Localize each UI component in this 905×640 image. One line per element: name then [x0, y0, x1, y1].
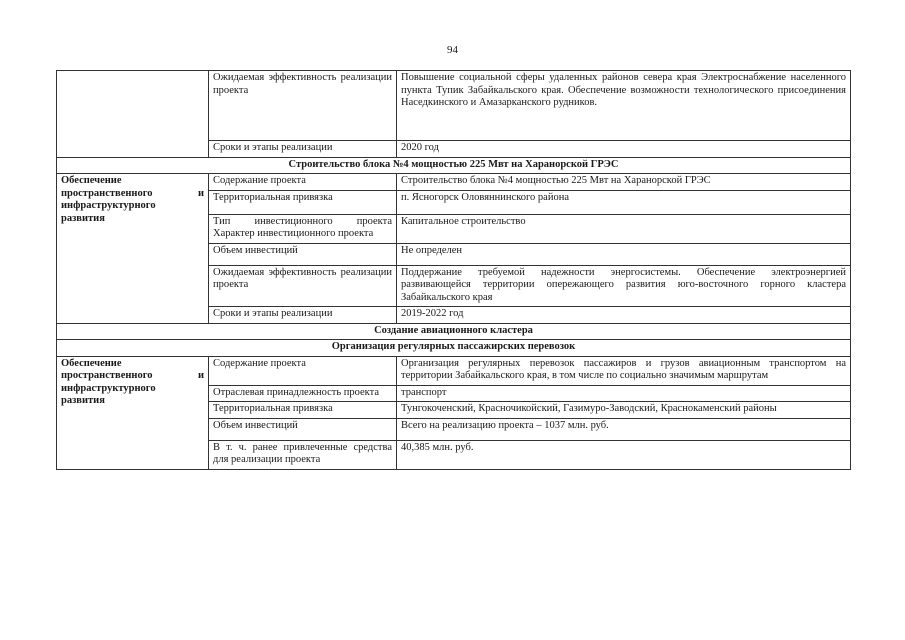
- table-row: [57, 71, 851, 141]
- section-name-line: и: [197, 370, 204, 381]
- section-name-line: развития: [61, 395, 105, 406]
- section-name: [57, 356, 209, 469]
- row-value: Организация регулярных перевозок пассажиров и грузов авиационным транспортом на территории Забайкальского края, в том числе по социально значимым маршрутам: [397, 356, 851, 385]
- row-value: Не определен: [397, 243, 851, 265]
- section-name-line: Обеспечение: [61, 357, 122, 369]
- table-row: [57, 340, 851, 357]
- row-value: транспорт: [397, 385, 851, 402]
- row-label: Содержание проекта: [209, 356, 397, 385]
- section-name-line: инфраструктурного: [61, 200, 156, 211]
- row-label: Ожидаемая эффективность реализации проекта: [209, 265, 397, 307]
- table-row: [57, 157, 851, 174]
- row-value: Строительство блока №4 мощностью 225 Мвт на Харанорской ГРЭС: [397, 174, 851, 191]
- table-row: [57, 174, 851, 191]
- table-row: [57, 323, 851, 340]
- row-label: Объем инвестиций: [209, 418, 397, 440]
- row-value: Повышение социальной сферы удаленных районов севера края Электроснабжение населенного пункта Тупик Забайкальского края. Обеспечение возможности технологического присоединения Наседкинского и Амазарканского рудников.: [397, 71, 851, 141]
- section-cell-empty: [57, 71, 209, 158]
- section-name-line: инфраструктурного: [61, 382, 156, 394]
- section-subheading: Организация регулярных пассажирских перевозок: [57, 340, 851, 357]
- section-name-line: и: [197, 187, 204, 199]
- row-label: В т. ч. ранее привлеченные средства для реализации проекта: [209, 440, 397, 469]
- row-label: Сроки и этапы реализации: [209, 141, 397, 158]
- row-label: Территориальная привязка: [209, 402, 397, 419]
- page-number: 94: [447, 44, 458, 56]
- row-value: Капитальное строительство: [397, 214, 851, 243]
- row-label: Ожидаемая эффективность реализации проекта: [209, 71, 397, 141]
- section-name-line: развития: [61, 212, 105, 224]
- section-heading: Создание авиационного кластера: [57, 323, 851, 340]
- row-label: Территориальная привязка: [209, 190, 397, 214]
- table-row: [57, 356, 851, 385]
- row-label: Содержание проекта: [209, 174, 397, 191]
- section-name-line: Обеспечение: [61, 175, 122, 186]
- row-value: п. Ясногорск Оловяннинского района: [397, 190, 851, 214]
- row-label: Отраслевая принадлежность проекта: [209, 385, 397, 402]
- row-value: Тунгокоченский, Красночикойский, Газимуро-Заводский, Краснокаменский районы: [397, 402, 851, 419]
- row-value: 2020 год: [397, 141, 851, 158]
- row-value: Всего на реализацию проекта – 1037 млн. руб.: [397, 418, 851, 440]
- section-name: [57, 174, 209, 324]
- row-value: Поддержание требуемой надежности энергосистемы. Обеспечение электроэнергией развивающейся территории опережающего развития юго-восточного горного кластера Забайкальского края: [397, 265, 851, 307]
- row-value: 2019-2022 год: [397, 307, 851, 324]
- project-table: [56, 70, 851, 470]
- section-name-line: пространственного: [61, 187, 153, 199]
- row-label: Тип инвестиционного проекта Характер инвестиционного проекта: [209, 214, 397, 243]
- section-name-line: пространственного: [61, 370, 153, 381]
- section-heading: Строительство блока №4 мощностью 225 Мвт на Харанорской ГРЭС: [57, 157, 851, 174]
- row-value: 40,385 млн. руб.: [397, 440, 851, 469]
- row-label: Сроки и этапы реализации: [209, 307, 397, 324]
- row-label: Объем инвестиций: [209, 243, 397, 265]
